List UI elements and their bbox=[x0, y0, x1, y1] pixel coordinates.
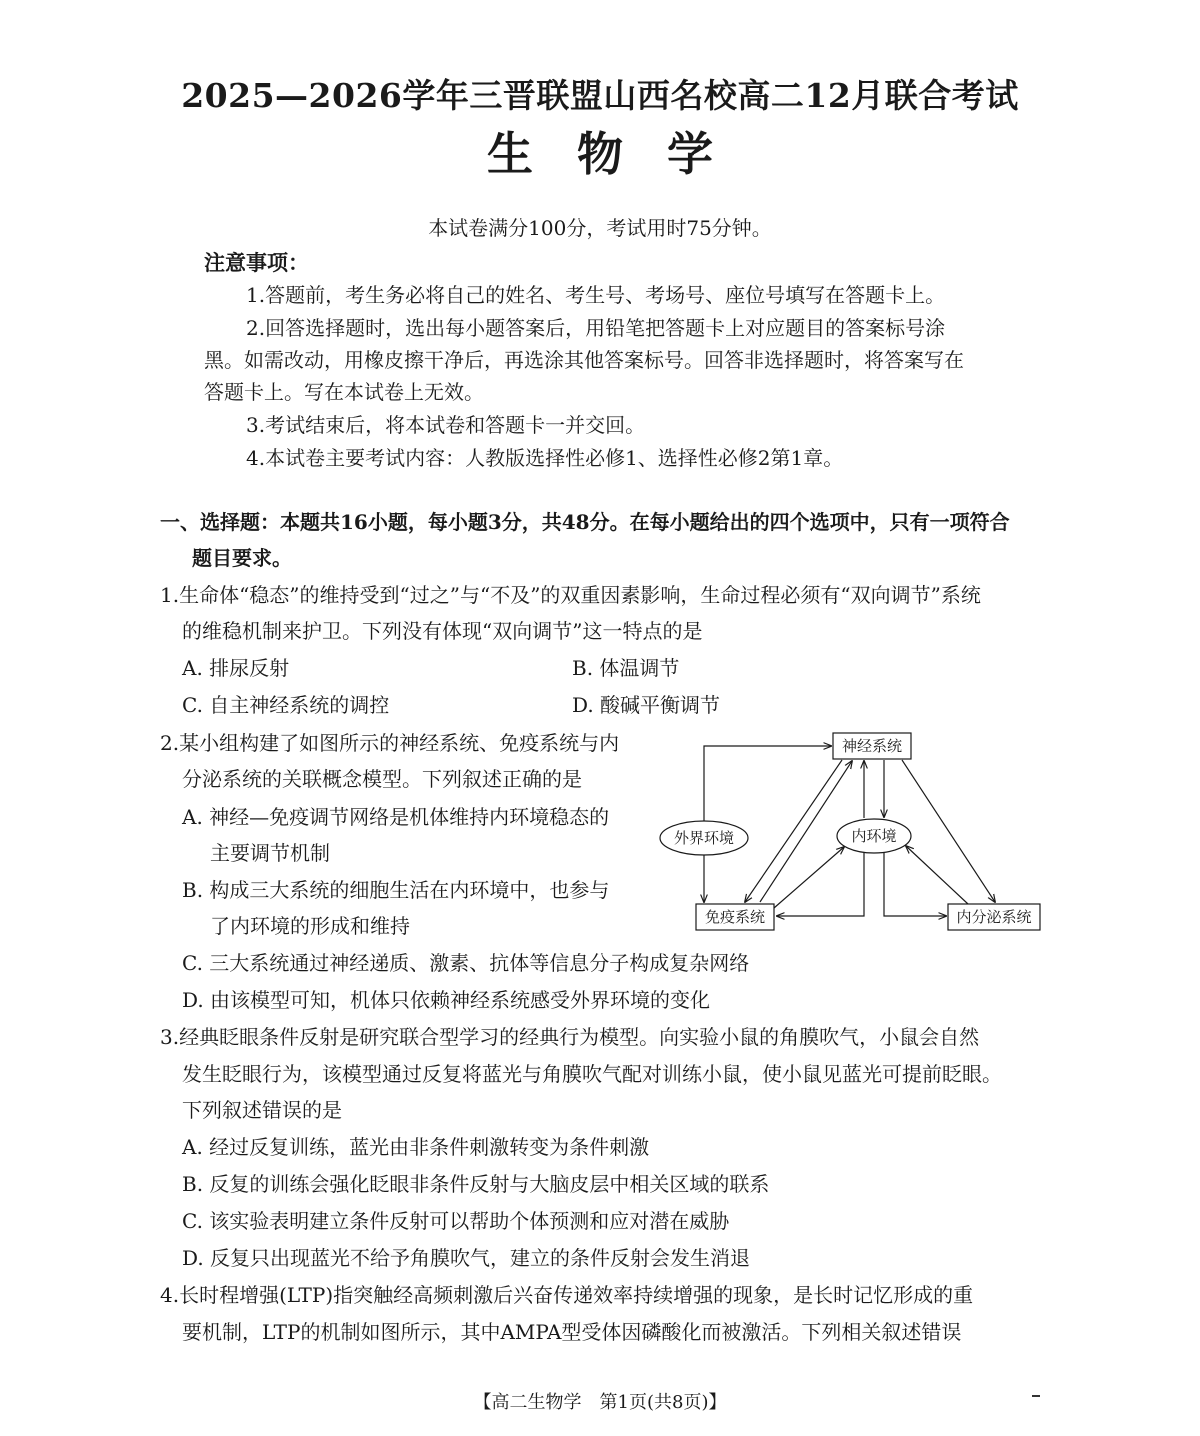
arrow-nervous-to-immune bbox=[745, 760, 842, 902]
q3-option-d: D. 反复只出现蓝光不给予角膜吹气，建立的条件反射会发生消退 bbox=[182, 1246, 751, 1270]
arrow-external-to-nervous bbox=[704, 746, 831, 821]
arrow-internal-to-immune bbox=[777, 853, 864, 916]
q1-option-a: A. 排尿反射 bbox=[182, 656, 290, 680]
q2-stem-cont: 分泌系统的关联概念模型。下列叙述正确的是 bbox=[182, 767, 582, 791]
q3-option-a: A. 经过反复训练，蓝光由非条件刺激转变为条件刺激 bbox=[182, 1135, 650, 1159]
section-heading-cont: 题目要求。 bbox=[192, 546, 292, 570]
q3-stem: 3.经典眨眼条件反射是研究联合型学习的经典行为模型。向实验小鼠的角膜吹气，小鼠会自然 bbox=[160, 1025, 980, 1049]
notice-item: 2.回答选择题时，选出每小题答案后，用铅笔把答题卡上对应题目的答案标号涂 bbox=[246, 316, 946, 340]
notice-item: 4.本试卷主要考试内容：人教版选择性必修1、选择性必修2第1章。 bbox=[246, 446, 844, 470]
q1-stem-cont: 的维稳机制来护卫。下列没有体现“双向调节”这一特点的是 bbox=[182, 619, 703, 643]
internal-env-label: 内环境 bbox=[851, 827, 897, 845]
section-heading: 一、选择题：本题共16小题，每小题3分，共48分。在每小题给出的四个选项中，只有一项符合 bbox=[160, 510, 1010, 534]
external-env-label: 外界环境 bbox=[673, 829, 735, 847]
q2-option-b: B. 构成三大系统的细胞生活在内环境中，也参与 bbox=[182, 878, 610, 902]
concept-model-diagram bbox=[650, 728, 1045, 938]
notice-item: 3.考试结束后，将本试卷和答题卡一并交回。 bbox=[246, 413, 646, 437]
q2-option-c: C. 三大系统通过神经递质、激素、抗体等信息分子构成复杂网络 bbox=[182, 951, 750, 975]
arrow-immune-to-internal bbox=[774, 847, 844, 908]
q3-option-c: C. 该实验表明建立条件反射可以帮助个体预测和应对潜在威胁 bbox=[182, 1209, 730, 1233]
q2-stem: 2.某小组构建了如图所示的神经系统、免疫系统与内 bbox=[160, 731, 620, 755]
q1-stem: 1.生命体“稳态”的维持受到“过之”与“不及”的双重因素影响，生命过程必须有“双向调节”系统 bbox=[160, 583, 981, 607]
notice-item: 黑。如需改动，用橡皮擦干净后，再选涂其他答案标号。回答非选择题时，将答案写在 bbox=[204, 348, 964, 372]
q1-option-b: B. 体温调节 bbox=[572, 656, 680, 680]
q1-option-d: D. 酸碱平衡调节 bbox=[572, 693, 721, 717]
subject-title: 生物学 bbox=[487, 127, 757, 181]
exam-meta: 本试卷满分100分，考试用时75分钟。 bbox=[428, 216, 772, 240]
q3-option-b: B. 反复的训练会强化眨眼非条件反射与大脑皮层中相关区域的联系 bbox=[182, 1172, 770, 1196]
notice-heading: 注意事项： bbox=[204, 250, 309, 275]
q2-option-a-cont: 主要调节机制 bbox=[210, 841, 330, 865]
immune-system-label: 免疫系统 bbox=[704, 908, 766, 926]
arrow-endocrine-to-internal bbox=[906, 846, 968, 904]
page-footer: 【高二生物学 第1页(共8页)】 bbox=[473, 1392, 727, 1413]
q4-stem: 4.长时程增强(LTP)指突触经高频刺激后兴奋传递效率持续增强的现象，是长时记忆形成的重 bbox=[160, 1283, 974, 1307]
q4-stem-cont: 要机制，LTP的机制如图所示，其中AMPA型受体因磷酸化而被激活。下列相关叙述错误 bbox=[182, 1320, 962, 1344]
nervous-system-label: 神经系统 bbox=[841, 737, 903, 755]
corner-mark bbox=[1032, 1395, 1040, 1397]
arrow-internal-to-endocrine bbox=[884, 853, 946, 916]
exam-title: 2025—2026学年三晋联盟山西名校高二12月联合考试 bbox=[181, 76, 1019, 115]
q2-option-a: A. 神经—免疫调节网络是机体维持内环境稳态的 bbox=[182, 805, 610, 829]
notice-item: 答题卡上。写在本试卷上无效。 bbox=[204, 380, 484, 404]
arrow-nervous-to-endocrine bbox=[902, 760, 995, 902]
q3-stem-cont: 下列叙述错误的是 bbox=[182, 1098, 342, 1122]
q3-stem-cont: 发生眨眼行为，该模型通过反复将蓝光与角膜吹气配对训练小鼠，使小鼠见蓝光可提前眨眼。 bbox=[182, 1062, 1002, 1086]
endocrine-system-label: 内分泌系统 bbox=[956, 908, 1032, 926]
q2-option-d: D. 由该模型可知，机体只依赖神经系统感受外界环境的变化 bbox=[182, 988, 711, 1012]
q2-option-b-cont: 了内环境的形成和维持 bbox=[210, 914, 410, 938]
q1-option-c: C. 自主神经系统的调控 bbox=[182, 693, 390, 717]
notice-item: 1.答题前，考生务必将自己的姓名、考生号、考场号、座位号填写在答题卡上。 bbox=[246, 283, 946, 307]
